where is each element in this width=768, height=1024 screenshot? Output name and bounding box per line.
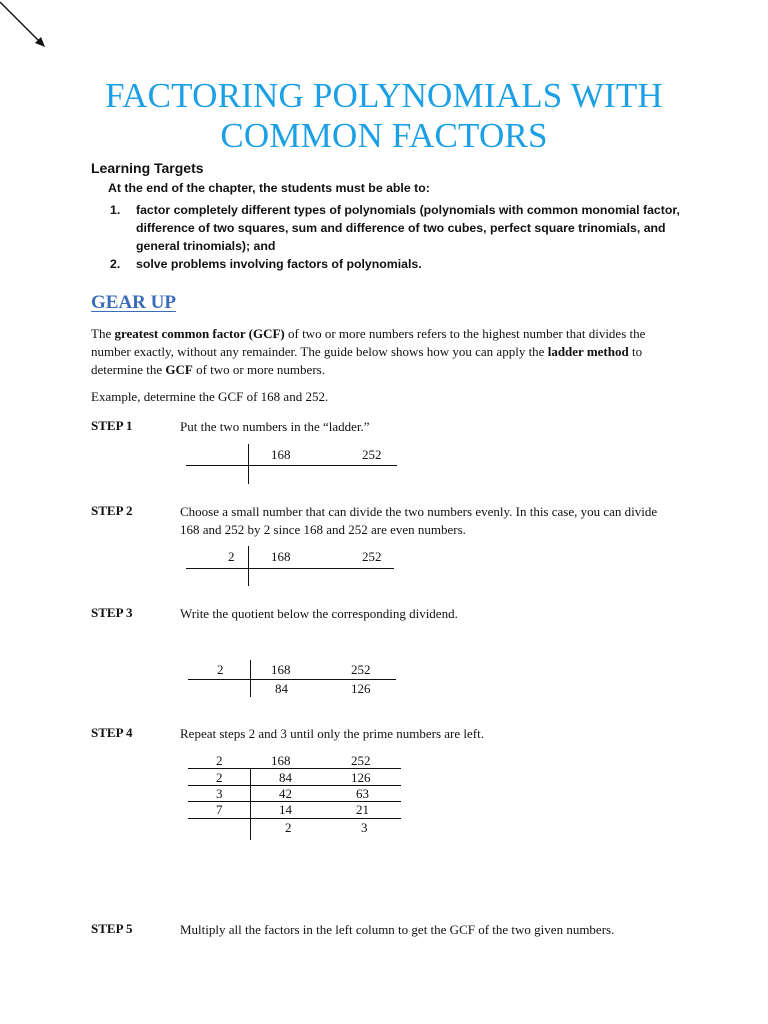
para-text: to determine the (91, 344, 643, 377)
step-text: Choose a small number that can divide the two numbers evenly. In this case, you can divide 168 and 252 by 2 since 168 and 252 are even numbers. (180, 504, 658, 537)
ladder-line (188, 679, 396, 680)
step-text: Multiply all the factors in the left column to get the GCF of the two given numbers. (180, 922, 615, 937)
para-bold-term: ladder method (547, 344, 629, 359)
learning-targets-heading: Learning Targets (91, 160, 204, 176)
ladder-line (188, 768, 401, 769)
ladder-cell: 252 (351, 753, 371, 768)
ladder-cell: 126 (351, 681, 371, 696)
para-text: of two or more numbers refers to the highest number that divides the number exactly, without any remainder. The guide below shows how you can apply the (91, 326, 646, 359)
list-item-number: 2. (110, 257, 121, 271)
ladder-cell: 84 (275, 681, 288, 696)
ladder-cell: 2 (228, 549, 235, 564)
ladder-line (248, 546, 249, 586)
list-item-number: 1. (110, 203, 121, 217)
list-item-text: solve problems involving factors of polynomials. (136, 257, 422, 271)
ladder-cell: 84 (279, 770, 292, 785)
learning-targets-intro: At the end of the chapter, the students must be able to: (108, 181, 430, 195)
ladder-cell: 21 (356, 802, 369, 817)
section-heading-gear-up: GEAR UP (91, 292, 176, 313)
ladder-line (186, 568, 394, 569)
ladder-cell: 168 (271, 447, 291, 462)
ladder-cell: 3 (361, 820, 368, 835)
ladder-cell: 168 (271, 549, 291, 564)
ladder-cell: 252 (362, 549, 382, 564)
page-title (60, 76, 708, 156)
step-label: STEP 3 (91, 605, 133, 620)
list-item-text: factor completely different types of polynomials (polynomials with common monomial factor, difference of two squares, sum and difference of two cubes, perfect square trinomials, and general trinomials); and (136, 203, 680, 253)
ladder-cell: 2 (217, 662, 224, 677)
para-text: The (91, 326, 115, 341)
step-text: Write the quotient below the corresponding dividend. (180, 606, 458, 621)
step-text: Put the two numbers in the “ladder.” (180, 419, 370, 434)
step-label: STEP 1 (91, 418, 133, 433)
ladder-cell: 42 (279, 786, 292, 801)
ladder-cell: 14 (279, 802, 292, 817)
corner-arrow-icon (0, 0, 60, 60)
ladder-cell: 2 (285, 820, 292, 835)
step-label: STEP 4 (91, 725, 133, 740)
step-label: STEP 5 (91, 921, 133, 936)
ladder-line (188, 785, 401, 786)
ladder-cell: 2 (216, 770, 223, 785)
ladder-line (250, 768, 251, 840)
step-text: Repeat steps 2 and 3 until only the prime numbers are left. (180, 726, 484, 741)
ladder-line (188, 818, 401, 819)
title-line-1: FACTORING POLYNOMIALS WITH (105, 76, 663, 115)
title-line-2: COMMON FACTORS (220, 116, 548, 155)
para-bold-term: GCF (165, 362, 193, 377)
ladder-line (248, 444, 249, 484)
ladder-cell: 252 (351, 662, 371, 677)
list-item (110, 255, 690, 273)
ladder-cell: 126 (351, 770, 371, 785)
ladder-cell: 252 (362, 447, 382, 462)
list-item (110, 201, 690, 255)
ladder-line (186, 465, 397, 466)
ladder-cell: 63 (356, 786, 369, 801)
gcf-paragraph (91, 325, 671, 379)
example-text: Example, determine the GCF of 168 and 252. (91, 389, 329, 404)
step-label: STEP 2 (91, 503, 133, 518)
para-bold-term: greatest common factor (GCF) (114, 326, 285, 341)
para-text: of two or more numbers. (192, 362, 325, 377)
ladder-cell: 168 (271, 662, 291, 677)
ladder-cell: 3 (216, 786, 223, 801)
ladder-cell: 168 (271, 753, 291, 768)
ladder-cell: 7 (216, 802, 223, 817)
ladder-line (250, 660, 251, 697)
ladder-cell: 2 (216, 753, 223, 768)
ladder-line (188, 801, 401, 802)
learning-targets-list (110, 201, 690, 273)
